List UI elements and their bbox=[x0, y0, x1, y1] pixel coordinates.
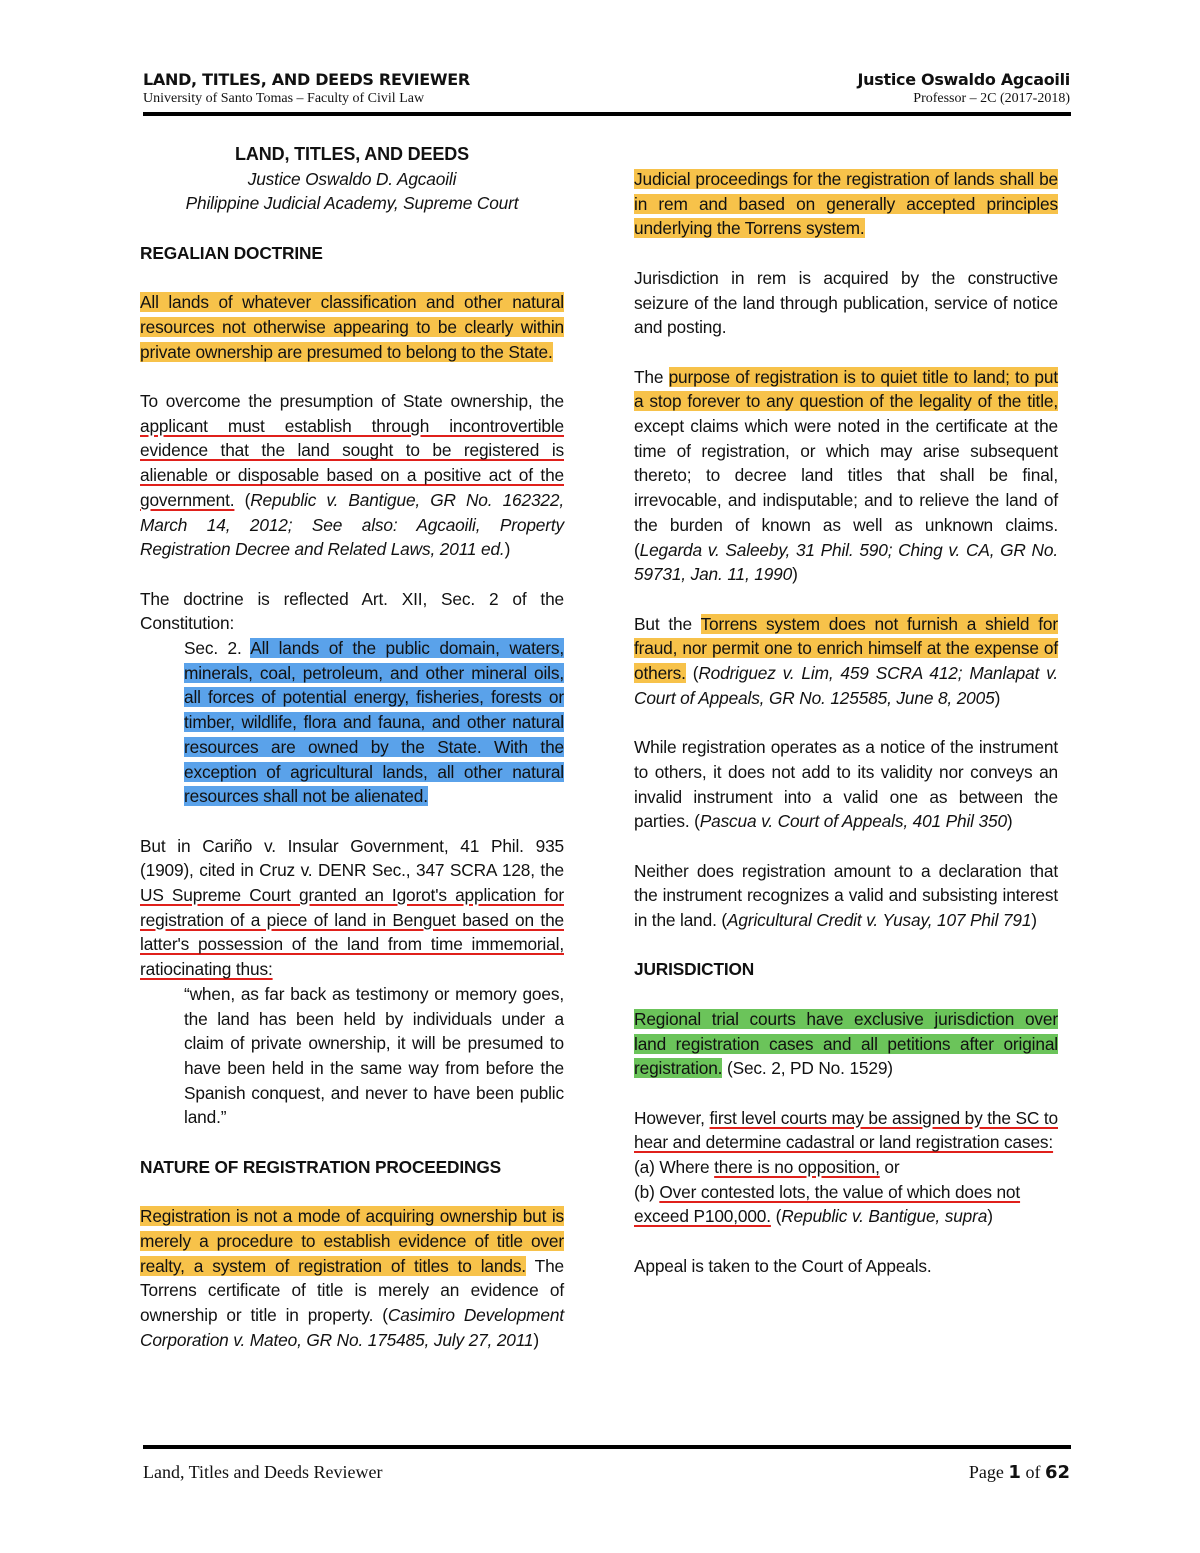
nature-heading: NATURE OF REGISTRATION PROCEEDINGS bbox=[140, 1156, 502, 1177]
regalian-heading: REGALIAN DOCTRINE bbox=[140, 242, 323, 263]
section-2-quote: Sec. 2. All lands of the public domain, waters, minerals, coal, petroleum, and other mineral oils, all forces of potential energy, fisheries, forests or timber, wildlife, flora and fauna, and other natural resources are owned by the State. With the exception of agricultural lands, all other natural resources shall not be alienated. bbox=[184, 638, 564, 807]
citation: Republic v. Bantigue, supra bbox=[781, 1206, 988, 1227]
carino-paragraph: But in Cariño v. Insular Government, 41 Phil. 935 (1909), cited in Cruz v. DENR Sec., 347 SCRA 128, the US Supreme Court granted an Igorot's application for registration of a piece of land in Benguet based on the latter's possession of the land from time immemorial, ratiocinating thus: bbox=[140, 835, 564, 980]
highlight-blue: All lands of the public domain, waters, minerals, coal, petroleum, and other mineral oils, all forces of potential energy, fisheries, forests or timber, wildlife, flora and fauna, and other natural resources are owned by the State. With the exception of agricultural lands, all other natural resources shall not be alienated. bbox=[184, 638, 564, 807]
footer-rule bbox=[143, 1445, 1071, 1449]
school-name: University of Santo Tomas – Faculty of Civil Law bbox=[143, 91, 425, 106]
document-title: LAND, TITLES, AND DEEDS bbox=[235, 144, 469, 164]
jurisdiction-heading: JURISDICTION bbox=[634, 959, 755, 980]
citation: Agricultural Credit v. Yusay, 107 Phil 791 bbox=[727, 910, 1032, 931]
highlight-yellow: purpose of registration is to quiet title to land; to put a stop forever to any question of the legality of the title, bbox=[634, 366, 1058, 412]
professor-role: Professor – 2C (2017-2018) bbox=[913, 91, 1070, 106]
declaration-paragraph: Neither does registration amount to a declaration that the instrument recognizes a valid and subsisting interest in the land. (Agricultural Credit v. Yusay, 107 Phil 791) bbox=[634, 860, 1058, 931]
header-rule bbox=[143, 112, 1071, 116]
appeal-paragraph: Appeal is taken to the Court of Appeals. bbox=[634, 1255, 932, 1276]
page-header-left bbox=[143, 70, 470, 108]
citation: Legarda v. Saleeby, 31 Phil. 590; Ching v. CA, GR No. 59731, Jan. 11, 1990 bbox=[634, 539, 1058, 585]
underline-red: there is no opposition, bbox=[714, 1157, 880, 1177]
citation: Republic v. Bantigue, GR No. 162322, March 14, 2012; See also: Agcaoili, Property Registration Decree and Related Laws, 2011 ed. bbox=[140, 489, 564, 560]
notice-paragraph: While registration operates as a notice of the instrument to others, it does not add to its validity nor conveys an invalid instrument into a valid one as between the parties. (Pascua v. Court of Appeals, 401 Phil 350) bbox=[634, 737, 1058, 832]
left-column bbox=[140, 142, 564, 1377]
right-column bbox=[634, 167, 1058, 1303]
nature-paragraph: Registration is not a mode of acquiring ownership but is merely a procedure to establish evidence of title over realty, a system of registration of titles to lands. The Torrens certificate of title is merely an evidence of ownership or title in property. (Casimiro Development Corporation v. Mateo, GR No. 175485, July 27, 2011) bbox=[140, 1206, 564, 1350]
regalian-paragraph bbox=[140, 290, 564, 364]
citation: Rodriguez v. Lim, 459 SCRA 412; Manlapat v. Court of Appeals, GR No. 125585, June 8, 2005 bbox=[634, 663, 1058, 708]
carino-quote: “when, as far back as testimony or memory goes, the land has been held by individuals under a claim of private ownership, it will be presumed to have been held in the same way from before the Spanish conquest, and never to have been public land.” bbox=[184, 983, 564, 1128]
item-a: (a) Where there is no opposition, or bbox=[634, 1157, 900, 1177]
rtc-paragraph: Regional trial courts have exclusive jurisdiction over land registration cases and all petitions after original registration. (Sec. 2, PD No. 1529) bbox=[634, 1008, 1058, 1079]
highlight-green: Regional trial courts have exclusive jurisdiction over land registration cases and all petitions after original registration. bbox=[634, 1008, 1058, 1079]
purpose-paragraph: The purpose of registration is to quiet title to land; to put a stop forever to any question of the legality of the title, except claims which were noted in the certificate at the time of registration, or which may arise subsequent thereto; to decree land titles that shall be final, irrevocable, and indisputable; and to relieve the land of the burden of known as well as unknown claims. (Legarda v. Saleeby, 31 Phil. 590; Ching v. CA, GR No. 59731, Jan. 11, 1990) bbox=[634, 366, 1058, 585]
affiliation: Philippine Judicial Academy, Supreme Court bbox=[185, 193, 519, 214]
constitution-paragraph: The doctrine is reflected Art. XII, Sec. 2 of the Constitution: bbox=[140, 588, 564, 634]
highlight-yellow: Judicial proceedings for the registration of lands shall be in rem and based on generally accepted principles underlying the Torrens system. bbox=[634, 169, 1058, 239]
in-rem-paragraph bbox=[634, 167, 1058, 241]
jurisdiction-in-rem-paragraph: Jurisdiction in rem is acquired by the constructive seizure of the land through publication, service of notice and posting. bbox=[634, 267, 1058, 338]
highlight-yellow: Torrens system does not furnish a shield for fraud, nor permit one to enrich himself at the expense of others. bbox=[634, 613, 1058, 684]
reviewer-title: LAND, TITLES, AND DEEDS REVIEWER bbox=[143, 70, 470, 89]
underline-red: applicant must establish through incontrovertible evidence that the land sought to be registered is alienable or disposable based on a positive act of the government. bbox=[140, 415, 564, 510]
author: Justice Oswaldo D. Agcaoili bbox=[247, 168, 457, 189]
citation: Pascua v. Court of Appeals, 401 Phil 350 bbox=[699, 811, 1007, 832]
underline-red: Over contested lots, the value of which does not exceed P100,000. bbox=[634, 1181, 1021, 1227]
fraud-paragraph: But the Torrens system does not furnish a shield for fraud, nor permit one to enrich himself at the expense of others. (Rodriguez v. Lim, 459 SCRA 412; Manlapat v. Court of Appeals, GR No. 125585, June 8, 2005) bbox=[634, 613, 1058, 708]
underline-red: first level courts may be assigned by the SC to hear and determine cadastral or land registration cases: bbox=[634, 1107, 1058, 1153]
highlight-yellow: Registration is not a mode of acquiring ownership but is merely a procedure to establish evidence of title over realty, a system of registration of titles to lands. bbox=[140, 1206, 564, 1276]
citation: Casimiro Development Corporation v. Mateo, GR No. 175485, July 27, 2011 bbox=[140, 1304, 564, 1350]
page-number: Page 1 of 62 bbox=[968, 1462, 1070, 1483]
professor-name: Justice Oswaldo Agcaoili bbox=[857, 70, 1070, 89]
highlight-yellow: All lands of whatever classification and other natural resources not otherwise appearing to be clearly within private ownership are presumed to belong to the State. bbox=[140, 292, 564, 362]
footer-title: Land, Titles and Deeds Reviewer bbox=[143, 1462, 383, 1482]
presumption-paragraph: To overcome the presumption of State ownership, the applicant must establish through incontrovertible evidence that the land sought to be registered is alienable or disposable based on a positive act of the government. (Republic v. Bantigue, GR No. 162322, March 14, 2012; See also: Agcaoili, Property Registration Decree and Related Laws, 2011 ed.) bbox=[140, 390, 564, 560]
item-b: (b) Over contested lots, the value of which does not exceed P100,000. (Republic v. Bantigue, supra) bbox=[634, 1181, 1021, 1227]
underline-red: US Supreme Court granted an Igorot's application for registration of a piece of land in Benguet based on the latter's possession of the land from time immemorial, ratiocinating thus: bbox=[140, 885, 564, 980]
page-header-right bbox=[858, 70, 1070, 108]
first-level-courts-paragraph: However, first level courts may be assigned by the SC to hear and determine cadastral or land registration cases: (a) Where there is no opposition, or (b) Over contested lots, the value of which does not exceed P100,000. (Republic v. Bantigue, supra) bbox=[634, 1106, 1058, 1230]
